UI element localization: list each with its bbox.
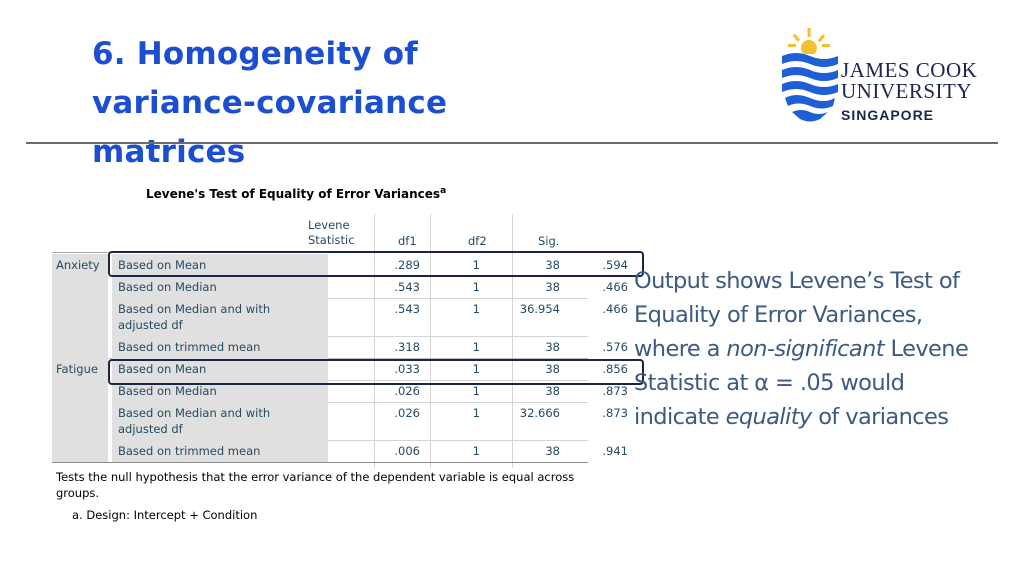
df2-cell: 38 — [545, 280, 560, 294]
slide-title: 6. Homogeneity of variance-covariance matrices — [92, 36, 448, 170]
df2-cell: 36.954 — [519, 302, 560, 316]
table-header-row — [52, 218, 588, 252]
row-label: Based on Mean — [112, 254, 328, 276]
table-title — [146, 186, 446, 201]
df1-cell: 1 — [472, 444, 480, 458]
df2-cell: 38 — [545, 362, 560, 376]
levene-statistic-cell: .318 — [394, 340, 420, 354]
df1-cell: 1 — [472, 302, 480, 316]
levene-statistic-cell: .026 — [394, 406, 420, 420]
row-label: Based on Median — [112, 276, 328, 298]
levene-statistic-cell: .006 — [394, 444, 420, 458]
design-footnote: a. Design: Intercept + Condition — [72, 508, 258, 522]
header-levene-statistic: Levene Statistic — [308, 218, 355, 247]
explanation-part-5: of variances — [811, 404, 949, 430]
group-divider — [52, 462, 588, 463]
sig-cell: .873 — [602, 384, 628, 398]
df2-cell: 38 — [545, 384, 560, 398]
table-footnote: Tests the null hypothesis that the error variance of the dependent variable is equal across groups. — [56, 470, 575, 500]
sig-cell: .873 — [602, 406, 628, 420]
sig-cell: .466 — [602, 280, 628, 294]
highlight-fatigue-mean — [108, 359, 644, 385]
df1-cell: 1 — [472, 406, 480, 420]
df1-cell: 1 — [472, 258, 480, 272]
explanation-part-1: Output shows Levene’s Test of Equality of Error Variances, where a — [634, 268, 960, 362]
df1-cell: 1 — [472, 362, 480, 376]
table-row — [52, 440, 628, 462]
group-label: Fatigue — [52, 358, 108, 462]
row-label: Based on Mean — [112, 358, 328, 380]
logo-line-2: UNIVERSITY — [841, 79, 972, 103]
sig-cell: .576 — [602, 340, 628, 354]
sig-cell: .466 — [602, 302, 628, 316]
header-divider — [26, 142, 998, 144]
explanation-emphasis-2: equality — [725, 404, 812, 430]
logo-wordmark — [841, 60, 977, 126]
logo-line-1: JAMES COOK — [841, 58, 978, 82]
row-label: Based on trimmed mean — [112, 440, 328, 462]
sig-cell: .856 — [602, 362, 628, 376]
levene-statistic-cell: .289 — [394, 258, 420, 272]
sig-cell: .594 — [602, 258, 628, 272]
row-label: Based on Median and with adjusted df — [112, 402, 328, 440]
table-row — [52, 276, 628, 298]
explanation-part-3: Levene Statistic at α = .05 would indicate — [634, 336, 969, 430]
df2-cell: 38 — [545, 444, 560, 458]
levene-statistic-cell: .543 — [394, 280, 420, 294]
levene-statistic-cell: .033 — [394, 362, 420, 376]
df1-cell: 1 — [472, 340, 480, 354]
header-sig: Sig. — [538, 234, 560, 248]
df2-cell: 38 — [545, 258, 560, 272]
header-df1: df1 — [398, 234, 417, 248]
row-label: Based on Median — [112, 380, 328, 402]
sig-cell: .941 — [602, 444, 628, 458]
df2-cell: 38 — [545, 340, 560, 354]
levene-statistic-cell: .026 — [394, 384, 420, 398]
df1-cell: 1 — [472, 280, 480, 294]
highlight-anxiety-mean — [108, 251, 644, 277]
row-label: Based on trimmed mean — [112, 336, 328, 358]
df1-cell: 1 — [472, 384, 480, 398]
table-row — [52, 336, 628, 358]
header-df2: df2 — [468, 234, 487, 248]
group-label: Anxiety — [52, 254, 108, 358]
df2-cell: 32.666 — [519, 406, 560, 420]
explanation-emphasis-1: non-significant — [726, 336, 884, 362]
table-row — [52, 298, 628, 336]
levene-statistic-cell: .543 — [394, 302, 420, 316]
table-title-text: Levene's Test of Equality of Error Variances — [146, 187, 441, 201]
table-row — [52, 402, 628, 440]
explanation-text — [634, 264, 994, 434]
logo-line-3: SINGAPORE — [841, 107, 935, 123]
table-title-superscript: a — [440, 186, 447, 196]
shield-icon — [776, 26, 846, 126]
row-label: Based on Median and with adjusted df — [112, 298, 328, 336]
